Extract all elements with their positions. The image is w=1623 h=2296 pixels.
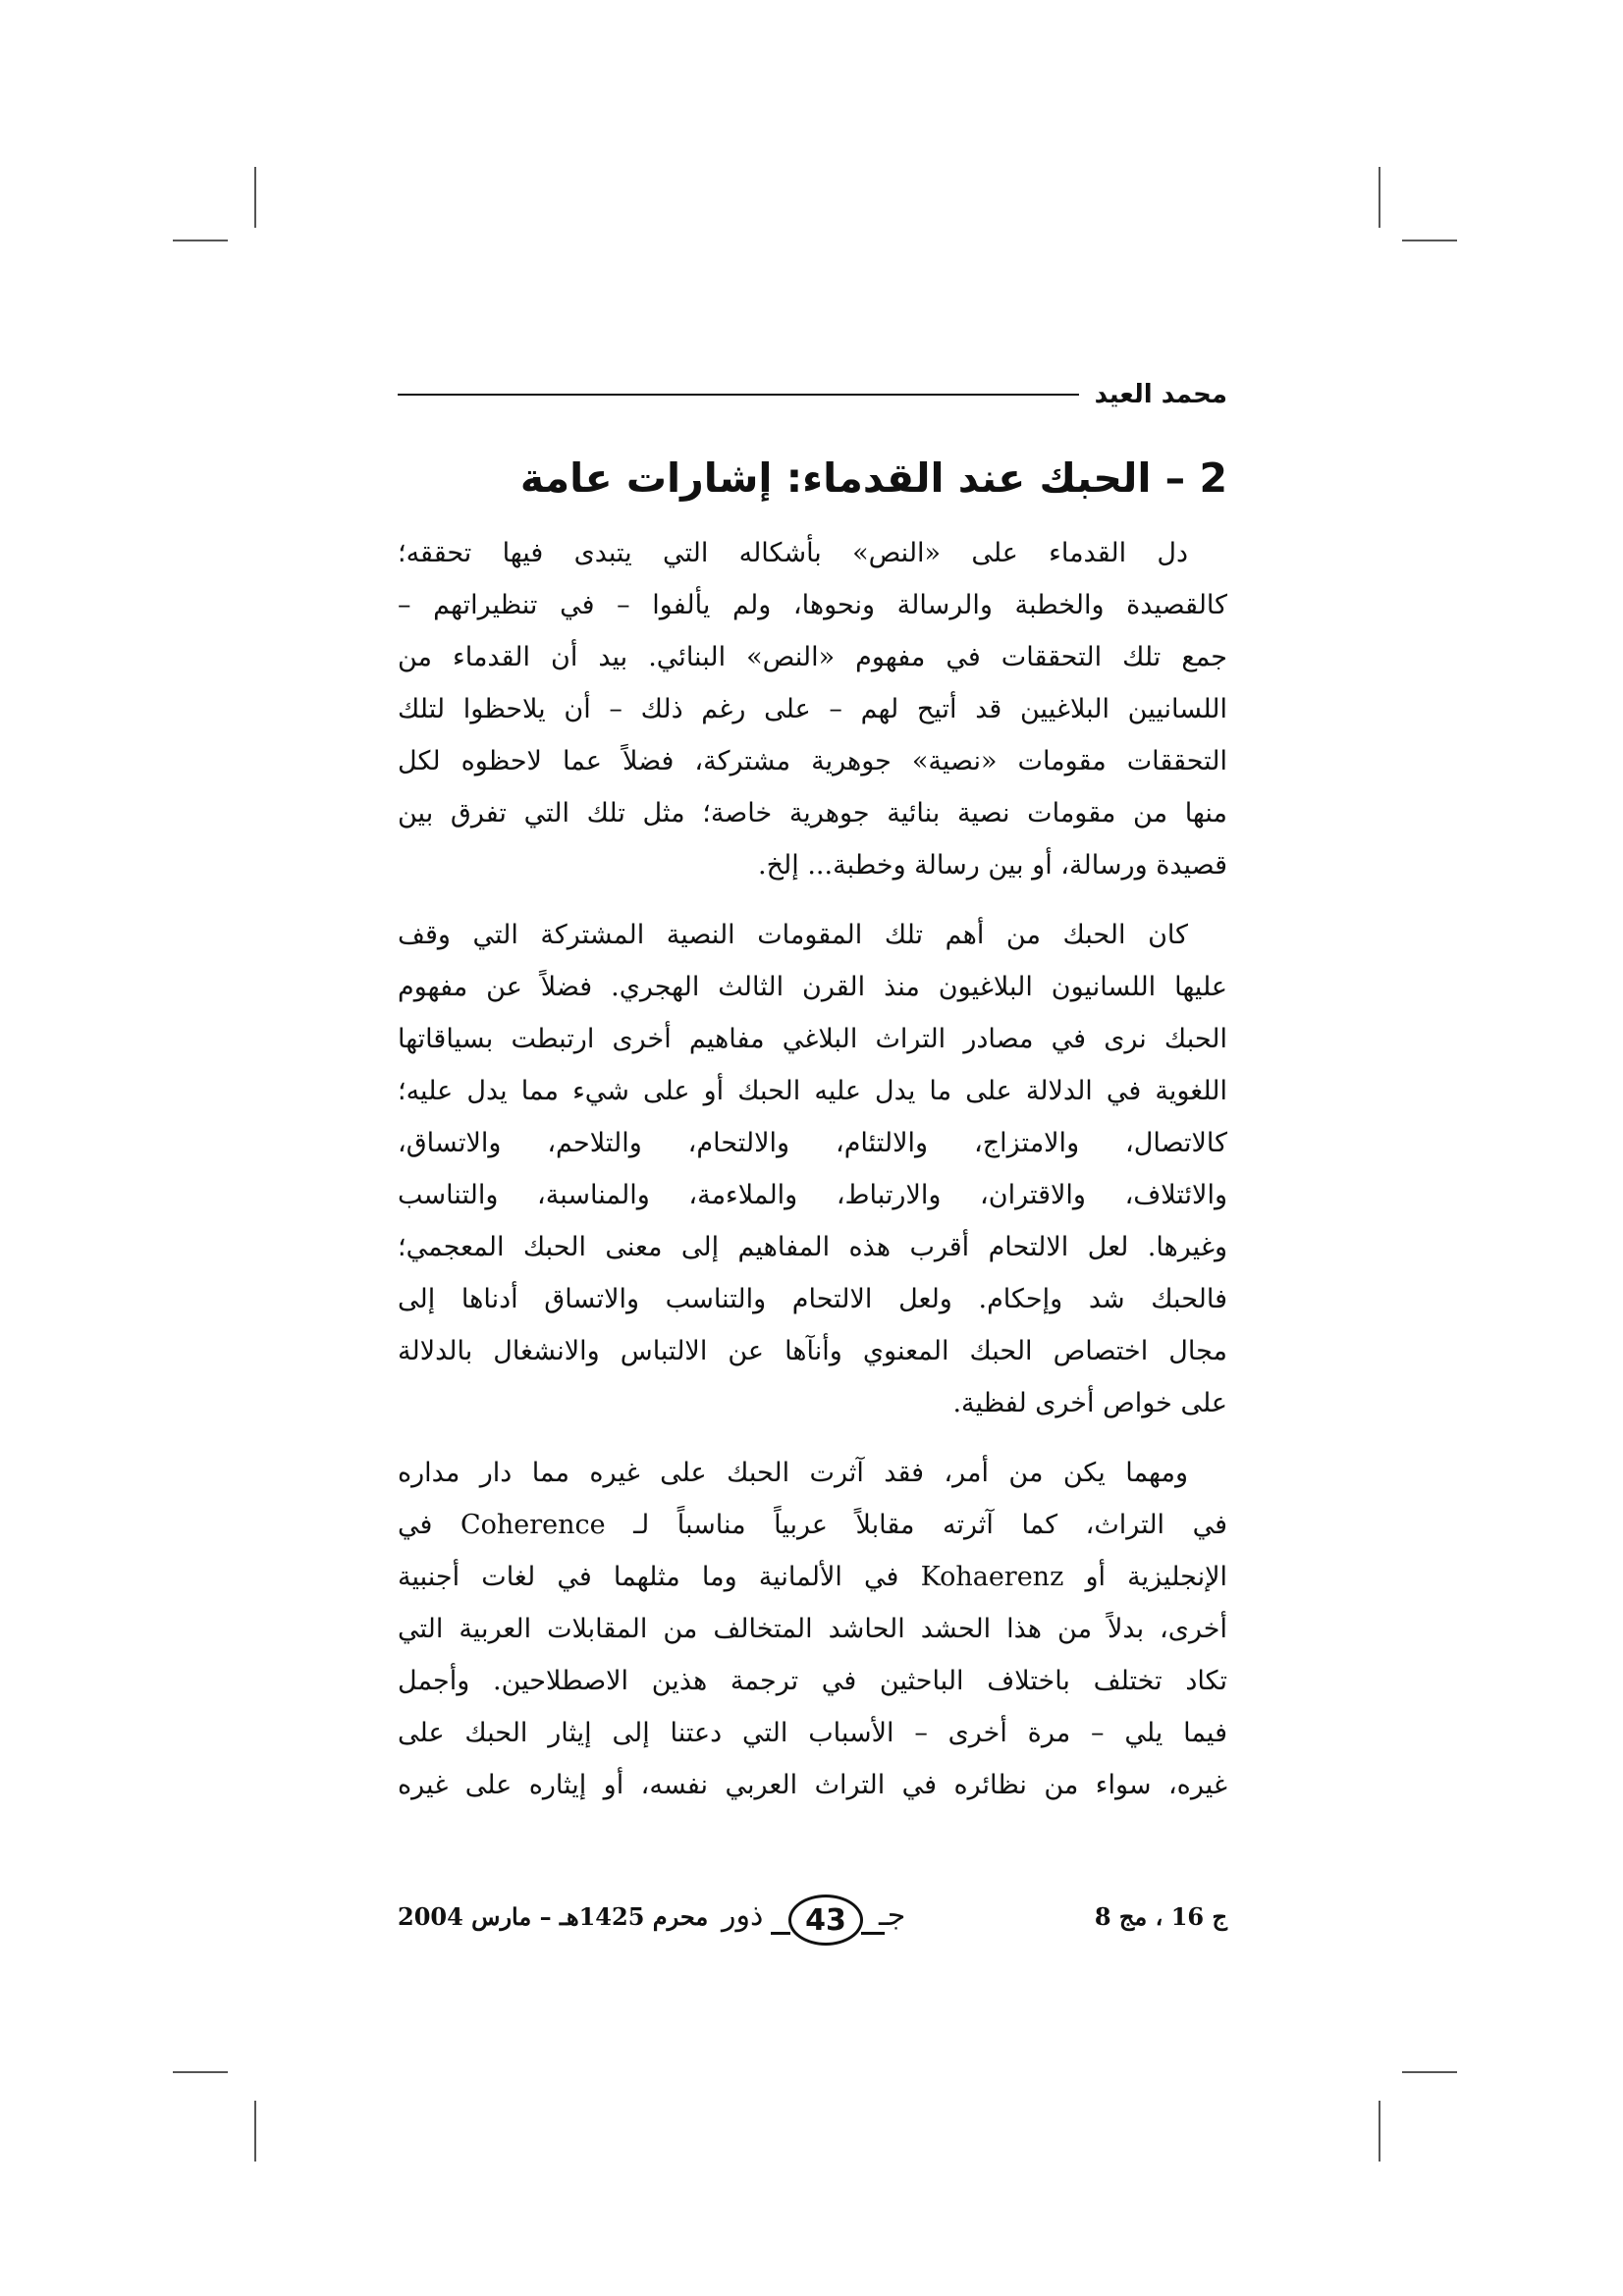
text-line: تكاد تختلف باختلاف الباحثين في ترجمة هذين الاصطلاحين. وأجمل (398, 1666, 1227, 1696)
text-line: ومهما يكن من أمر، فقد آثرت الحبك على غيره مما دار مداره (398, 1458, 1188, 1488)
text-line: والائتلاف، والاقتران، والارتباط، والملاءمة، والمناسبة، والتناسب (398, 1180, 1227, 1210)
section-title: 2 – الحبك عند القدماء: إشارات عامة (519, 454, 1227, 502)
crop-mark (173, 240, 228, 241)
paragraph (398, 909, 1227, 1429)
text-line: اللسانيين البلاغيين قد أتيح لهم – على رغم ذلك – أن يلاحظوا لتلك (398, 694, 1227, 724)
crop-mark (1402, 2071, 1457, 2073)
author-name: محمد العيد (1094, 380, 1227, 409)
running-head (398, 365, 1227, 424)
text-line: فيما يلي – مرة أخرى – الأسباب التي دعتنا إلى إيثار الحبك على (398, 1718, 1227, 1748)
crop-mark (254, 167, 256, 228)
page-number: 43 (788, 1895, 863, 1946)
text-line: على خواص أخرى لفظية. (952, 1388, 1227, 1418)
paragraph (398, 527, 1227, 891)
page (398, 365, 1227, 1995)
crop-mark (1379, 167, 1380, 228)
text-line: كالقصيدة والخطبة والرسالة ونحوها، ولم يألفوا – في تنظيراتهم – (398, 590, 1227, 620)
journal-name-part: جـ (879, 1898, 906, 1933)
text-line: كالاتصال، والامتزاج، والالتئام، والالتحام، والتلاحم، والاتساق، (398, 1128, 1227, 1158)
text-line: وغيرها. لعل الالتحام أقرب هذه المفاهيم إلى معنى الحبك المعجمي؛ (398, 1232, 1227, 1262)
text-line: أخرى، بدلاً من هذا الحشد الحاشد المتخالف من المقابلات العربية التي (398, 1614, 1227, 1644)
crop-mark (254, 2101, 256, 2162)
text-line: مجال اختصاص الحبك المعنوي وأنآها عن الالتباس والانشغال بالدلالة (398, 1336, 1227, 1366)
text-line: عليها اللسانيون البلاغيون منذ القرن الثالث الهجري. فضلاً عن مفهوم (398, 972, 1227, 1002)
text-line: فالحبك شد وإحكام. ولعل الالتحام والتناسب والاتساق أدناها إلى (398, 1284, 1227, 1314)
text-line: غيره، سواء من نظائره في التراث العربي نفسه، أو إيثاره على غيره (398, 1770, 1227, 1800)
journal-logo (722, 1889, 947, 1957)
paragraph (398, 1447, 1227, 1811)
text-line: جمع تلك التحققات في مفهوم «النص» البنائي. بيد أن القدماء من (398, 642, 1227, 672)
text-line: الإنجليزية أو Kohaerenz في الألمانية وما مثلهما في لغات أجنبية (398, 1562, 1227, 1592)
text-line: التحققات مقومات «نصية» جوهرية مشتركة، فضلاً عما لاحظوه لكل (398, 746, 1227, 776)
body-text (398, 527, 1227, 1829)
issue-volume: ج 16 ، مج 8 (1094, 1902, 1227, 1931)
journal-swash (771, 1932, 790, 1935)
text-line: قصيدة ورسالة، أو بين رسالة وخطبة... إلخ. (758, 850, 1227, 881)
text-line: دل القدماء على «النص» بأشكاله التي يتبدى فيها تحققه؛ (398, 538, 1188, 568)
crop-mark (1402, 240, 1457, 241)
header-rule (398, 394, 1079, 396)
crop-mark (1379, 2101, 1380, 2162)
text-line: اللغوية في الدلالة على ما يدل عليه الحبك أو على شيء مما يدل عليه؛ (398, 1076, 1227, 1106)
publication-date: محرم 1425هـ – مارس 2004 (398, 1902, 709, 1931)
journal-name-part: ذور (722, 1898, 764, 1933)
text-line: منها من مقومات نصية بنائية جوهرية خاصة؛ مثل تلك التي تفرق بين (398, 798, 1227, 828)
text-line: في التراث، كما آثرته مقابلاً عربياً مناسباً لـ Coherence في (398, 1510, 1227, 1540)
crop-mark (173, 2071, 228, 2073)
page-footer (398, 1889, 1227, 1967)
text-line: كان الحبك من أهم تلك المقومات النصية المشتركة التي وقف (398, 920, 1188, 950)
text-line: الحبك نرى في مصادر التراث البلاغي مفاهيم أخرى ارتبطت بسياقاتها (398, 1024, 1227, 1054)
